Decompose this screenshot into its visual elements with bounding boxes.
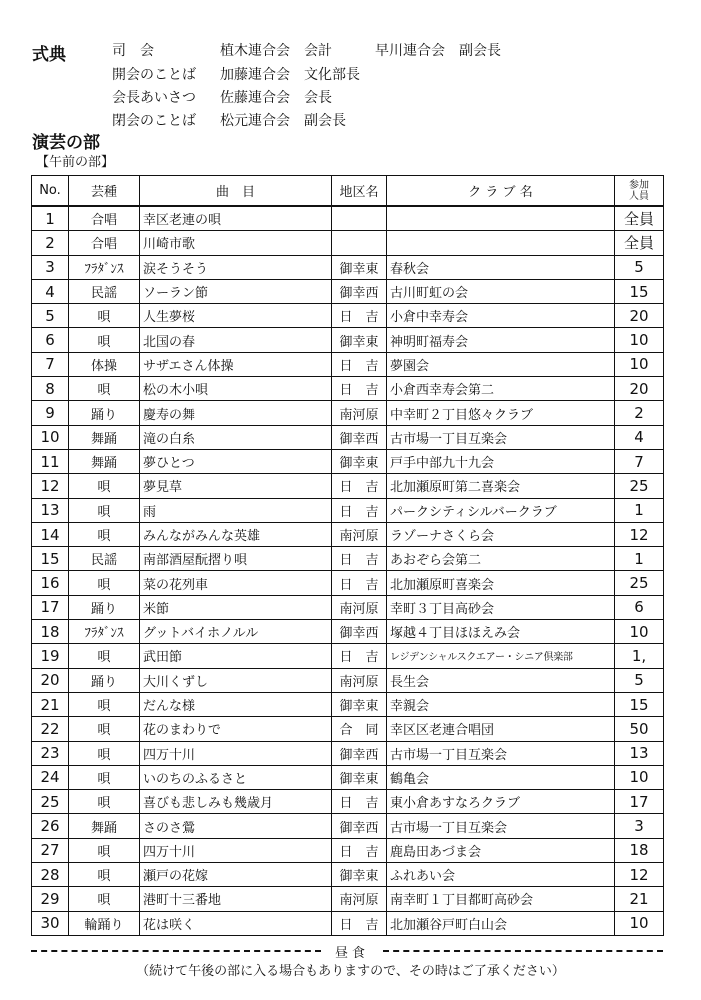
cell-count: 20	[615, 377, 664, 401]
cell-count: 1,	[615, 644, 664, 668]
cell-no: 4	[32, 279, 69, 303]
cell-area: 日 吉	[332, 911, 387, 935]
cell-area: 御幸東	[332, 328, 387, 352]
cell-count: 17	[615, 790, 664, 814]
cell-title: ソーラン節	[140, 279, 332, 303]
cell-genre: 民謡	[69, 547, 140, 571]
cell-title: 南部酒屋酛摺り唄	[140, 547, 332, 571]
cell-area: 日 吉	[332, 377, 387, 401]
cell-area: 日 吉	[332, 498, 387, 522]
ceremony-role: 閉会のことば	[112, 113, 196, 129]
cell-count: 21	[615, 887, 664, 911]
cell-area: 御幸西	[332, 814, 387, 838]
cell-no: 19	[32, 644, 69, 668]
cell-area: 御幸東	[332, 765, 387, 789]
cell-no: 2	[32, 231, 69, 255]
cell-area: 御幸東	[332, 449, 387, 473]
ceremony-role: 会長あいさつ	[112, 90, 196, 106]
cell-club: 幸親会	[387, 692, 615, 716]
cell-count: 1	[615, 498, 664, 522]
cell-area: 日 吉	[332, 547, 387, 571]
cell-genre: 唄	[69, 765, 140, 789]
table-row	[32, 522, 664, 546]
cell-no: 16	[32, 571, 69, 595]
cell-genre: 舞踊	[69, 449, 140, 473]
cell-club: 北加瀬谷戸町白山会	[387, 911, 615, 935]
cell-no: 24	[32, 765, 69, 789]
cell-title: みんながみんな英雄	[140, 522, 332, 546]
cell-club: 古市場一丁目互楽会	[387, 814, 615, 838]
table-header-row	[32, 176, 664, 207]
cell-count: 20	[615, 304, 664, 328]
cell-area: 南河原	[332, 522, 387, 546]
cell-no: 13	[32, 498, 69, 522]
cell-count: 全員	[615, 206, 664, 231]
cell-club: 古市場一丁目互楽会	[387, 741, 615, 765]
cell-count: 13	[615, 741, 664, 765]
cell-club: 長生会	[387, 668, 615, 692]
lunch-divider	[31, 942, 663, 961]
ceremony-person: 松元連合会 副会長	[220, 113, 346, 129]
table-row	[32, 425, 664, 449]
cell-no: 26	[32, 814, 69, 838]
cell-area: 日 吉	[332, 644, 387, 668]
cell-title: いのちのふるさと	[140, 765, 332, 789]
cell-count: 5	[615, 668, 664, 692]
cell-genre: 唄	[69, 474, 140, 498]
cell-club: 春秋会	[387, 255, 615, 279]
cell-no: 18	[32, 620, 69, 644]
cell-area: 南河原	[332, 887, 387, 911]
header-genre: 芸種	[69, 176, 140, 207]
cell-club: 幸町３丁目高砂会	[387, 595, 615, 619]
cell-count: 全員	[615, 231, 664, 255]
cell-area: 日 吉	[332, 838, 387, 862]
ceremony-person: 植木連合会 会計	[220, 43, 332, 59]
cell-genre: 踊り	[69, 401, 140, 425]
cell-genre: 踊り	[69, 668, 140, 692]
cell-count: 4	[615, 425, 664, 449]
cell-title: 喜びも悲しみも幾歳月	[140, 790, 332, 814]
cell-genre: ﾌﾗﾀﾞﾝｽ	[69, 255, 140, 279]
cell-count: 25	[615, 474, 664, 498]
table-row	[32, 231, 664, 255]
cell-no: 15	[32, 547, 69, 571]
cell-title: 川崎市歌	[140, 231, 332, 255]
cell-club: 夢園会	[387, 352, 615, 376]
cell-area: 日 吉	[332, 352, 387, 376]
cell-count: 1	[615, 547, 664, 571]
ceremony-person: 加藤連合会 文化部長	[220, 67, 360, 83]
cell-area	[332, 206, 387, 231]
cell-club: パークシティシルバークラブ	[387, 498, 615, 522]
cell-area: 御幸東	[332, 692, 387, 716]
cell-area: 日 吉	[332, 474, 387, 498]
table-row	[32, 814, 664, 838]
cell-no: 1	[32, 206, 69, 231]
cell-area: 御幸東	[332, 863, 387, 887]
cell-count: 10	[615, 328, 664, 352]
table-row	[32, 595, 664, 619]
cell-club: 北加瀬原町喜楽会	[387, 571, 615, 595]
cell-title: 四万十川	[140, 838, 332, 862]
table-row	[32, 571, 664, 595]
table-row	[32, 449, 664, 473]
table-row	[32, 474, 664, 498]
cell-genre: 合唱	[69, 231, 140, 255]
table-row	[32, 304, 664, 328]
cell-club	[387, 206, 615, 231]
cell-area: 日 吉	[332, 790, 387, 814]
cell-title: 花は咲く	[140, 911, 332, 935]
cell-no: 22	[32, 717, 69, 741]
cell-no: 10	[32, 425, 69, 449]
lunch-label: 昼食	[334, 946, 369, 961]
cell-title: 四万十川	[140, 741, 332, 765]
cell-club: 中幸町２丁目悠々クラブ	[387, 401, 615, 425]
program-table	[31, 175, 664, 936]
cell-genre: 唄	[69, 571, 140, 595]
table-row	[32, 255, 664, 279]
cell-genre: ﾌﾗﾀﾞﾝｽ	[69, 620, 140, 644]
cell-club: 南幸町１丁目都町高砂会	[387, 887, 615, 911]
ceremony-person: 佐藤連合会 会長	[220, 90, 332, 106]
cell-genre: 唄	[69, 838, 140, 862]
cell-no: 5	[32, 304, 69, 328]
cell-count: 10	[615, 911, 664, 935]
cell-club: ラゾーナさくら会	[387, 522, 615, 546]
cell-genre: 唄	[69, 377, 140, 401]
cell-title: 滝の白糸	[140, 425, 332, 449]
cell-area: 御幸西	[332, 741, 387, 765]
cell-count: 12	[615, 522, 664, 546]
cell-area: 南河原	[332, 595, 387, 619]
cell-club: 北加瀬原町第二喜楽会	[387, 474, 615, 498]
table-row	[32, 620, 664, 644]
table-row	[32, 644, 664, 668]
performance-title: 演芸の部	[32, 133, 100, 153]
cell-genre: 唄	[69, 644, 140, 668]
cell-count: 18	[615, 838, 664, 862]
cell-no: 12	[32, 474, 69, 498]
header-count-line2: 人員	[629, 190, 649, 202]
cell-genre: 合唱	[69, 206, 140, 231]
dashed-line-right	[383, 950, 663, 952]
cell-title: 雨	[140, 498, 332, 522]
cell-title: 松の木小唄	[140, 377, 332, 401]
cell-count: 12	[615, 863, 664, 887]
cell-no: 14	[32, 522, 69, 546]
cell-title: 幸区老連の唄	[140, 206, 332, 231]
cell-count: 25	[615, 571, 664, 595]
header-area: 地区名	[332, 176, 387, 207]
cell-genre: 唄	[69, 863, 140, 887]
cell-no: 28	[32, 863, 69, 887]
cell-genre: 唄	[69, 328, 140, 352]
table-row	[32, 692, 664, 716]
ceremony-person-extra: 早川連合会 副会長	[375, 43, 501, 59]
cell-genre: 舞踊	[69, 814, 140, 838]
table-row	[32, 279, 664, 303]
cell-area: 日 吉	[332, 571, 387, 595]
cell-title: 瀬戸の花嫁	[140, 863, 332, 887]
cell-count: 3	[615, 814, 664, 838]
cell-genre: 唄	[69, 304, 140, 328]
table-row	[32, 790, 664, 814]
cell-title: 夢ひとつ	[140, 449, 332, 473]
cell-genre: 舞踊	[69, 425, 140, 449]
table-row	[32, 717, 664, 741]
cell-area: 御幸西	[332, 620, 387, 644]
table-row	[32, 547, 664, 571]
cell-no: 7	[32, 352, 69, 376]
cell-club: 鶴亀会	[387, 765, 615, 789]
cell-no: 21	[32, 692, 69, 716]
dashed-line-left	[31, 950, 321, 952]
table-row	[32, 498, 664, 522]
cell-genre: 唄	[69, 790, 140, 814]
cell-club: 幸区区老連合唱団	[387, 717, 615, 741]
cell-club: あおぞら会第二	[387, 547, 615, 571]
cell-title: 花のまわりで	[140, 717, 332, 741]
table-row	[32, 352, 664, 376]
ceremony-heading: 式典	[32, 45, 66, 65]
cell-no: 27	[32, 838, 69, 862]
cell-area: 日 吉	[332, 304, 387, 328]
cell-club: 古市場一丁目互楽会	[387, 425, 615, 449]
cell-no: 29	[32, 887, 69, 911]
cell-genre: 体操	[69, 352, 140, 376]
cell-area: 御幸西	[332, 279, 387, 303]
cell-area	[332, 231, 387, 255]
cell-no: 20	[32, 668, 69, 692]
cell-count: 15	[615, 279, 664, 303]
table-row	[32, 377, 664, 401]
cell-club: 神明町福寿会	[387, 328, 615, 352]
cell-no: 30	[32, 911, 69, 935]
cell-area: 南河原	[332, 668, 387, 692]
cell-club: 鹿島田あづま会	[387, 838, 615, 862]
cell-count: 10	[615, 765, 664, 789]
header-club: ク ラ ブ 名	[387, 176, 615, 207]
cell-no: 3	[32, 255, 69, 279]
cell-no: 9	[32, 401, 69, 425]
cell-area: 御幸西	[332, 425, 387, 449]
table-row	[32, 911, 664, 935]
cell-title: 武田節	[140, 644, 332, 668]
cell-title: 大川くずし	[140, 668, 332, 692]
table-row	[32, 206, 664, 231]
cell-count: 50	[615, 717, 664, 741]
table-row	[32, 401, 664, 425]
cell-no: 11	[32, 449, 69, 473]
cell-area: 御幸東	[332, 255, 387, 279]
cell-title: サザエさん体操	[140, 352, 332, 376]
cell-club: 東小倉あすなろクラブ	[387, 790, 615, 814]
cell-count: 7	[615, 449, 664, 473]
cell-genre: 唄	[69, 741, 140, 765]
lunch-note: （続けて午後の部に入る場合もありますので、その時はご了承ください）	[136, 964, 565, 979]
cell-club: レジデンシャルスクエアー・シニア倶楽部	[387, 644, 615, 668]
header-title: 曲 目	[140, 176, 332, 207]
cell-genre: 唄	[69, 717, 140, 741]
cell-genre: 民謡	[69, 279, 140, 303]
cell-club: 戸手中部九十九会	[387, 449, 615, 473]
ceremony-section	[0, 0, 701, 130]
morning-session-label: 【午前の部】	[36, 155, 115, 170]
cell-area: 合 同	[332, 717, 387, 741]
cell-title: 夢見草	[140, 474, 332, 498]
table-row	[32, 863, 664, 887]
cell-count: 5	[615, 255, 664, 279]
cell-title: さのさ鶯	[140, 814, 332, 838]
table-row	[32, 838, 664, 862]
cell-club: 小倉中幸寿会	[387, 304, 615, 328]
cell-genre: 唄	[69, 887, 140, 911]
ceremony-role: 開会のことば	[112, 67, 196, 83]
cell-area: 南河原	[332, 401, 387, 425]
cell-count: 10	[615, 620, 664, 644]
cell-no: 17	[32, 595, 69, 619]
cell-title: 米節	[140, 595, 332, 619]
table-row	[32, 668, 664, 692]
cell-genre: 踊り	[69, 595, 140, 619]
cell-count: 10	[615, 352, 664, 376]
cell-no: 25	[32, 790, 69, 814]
cell-club: 塚越４丁目ほほえみ会	[387, 620, 615, 644]
cell-title: 菜の花列車	[140, 571, 332, 595]
cell-title: 北国の春	[140, 328, 332, 352]
header-count-line1: 参加	[629, 179, 649, 191]
ceremony-role: 司 会	[112, 43, 154, 59]
cell-genre: 唄	[69, 522, 140, 546]
program-rows	[32, 206, 664, 935]
cell-genre: 唄	[69, 498, 140, 522]
header-count	[615, 176, 664, 207]
cell-title: グットバイホノルル	[140, 620, 332, 644]
cell-genre: 唄	[69, 692, 140, 716]
cell-title: 人生夢桜	[140, 304, 332, 328]
cell-club: ふれあい会	[387, 863, 615, 887]
cell-club: 古川町虹の会	[387, 279, 615, 303]
cell-count: 15	[615, 692, 664, 716]
cell-no: 23	[32, 741, 69, 765]
cell-title: だんな様	[140, 692, 332, 716]
cell-count: 2	[615, 401, 664, 425]
cell-title: 慶寿の舞	[140, 401, 332, 425]
cell-no: 6	[32, 328, 69, 352]
cell-no: 8	[32, 377, 69, 401]
cell-title: 涙そうそう	[140, 255, 332, 279]
table-row	[32, 328, 664, 352]
header-no: No.	[32, 176, 69, 207]
cell-count: 6	[615, 595, 664, 619]
cell-club: 小倉西幸寿会第二	[387, 377, 615, 401]
table-row	[32, 765, 664, 789]
table-row	[32, 741, 664, 765]
table-row	[32, 887, 664, 911]
cell-title: 港町十三番地	[140, 887, 332, 911]
cell-club	[387, 231, 615, 255]
cell-genre: 輪踊り	[69, 911, 140, 935]
